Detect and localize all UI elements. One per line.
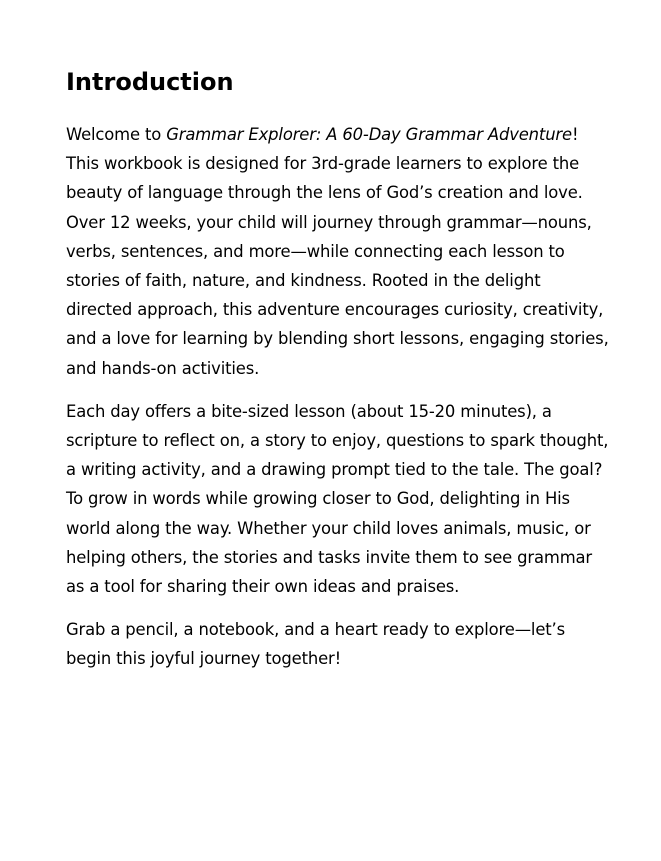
paragraph-1-body: ! This workbook is designed for 3rd-grade learners to explore the beauty of language through the lens of God’s creation and love. Over 12 weeks, your child will journey through grammar—nouns, verbs, sentences, and more—while connecting each lesson to stories of faith, nature, and kindness. Rooted in the delight directed approach, this adventure encourages curiosity, creativity, and a love for learning by blending short lessons, engaging stories, and hands-on activities.: [66, 125, 609, 378]
book-title: Grammar Explorer: A 60-Day Grammar Adventure: [166, 125, 572, 144]
paragraph-1-lead: Welcome to: [66, 125, 167, 144]
intro-paragraph-3: Grab a pencil, a notebook, and a heart ready to explore—let’s begin this joyful journey together!: [66, 620, 565, 669]
intro-paragraph-1: [66, 120, 611, 383]
intro-paragraph-2: Each day offers a bite-sized lesson (about 15-20 minutes), a scripture to reflect on, a story to enjoy, questions to spark thought, a writing activity, and a drawing prompt tied to the tale. The goal? To grow in words while growing closer to God, delighting in His world along the way. Whether your child loves animals, music, or helping others, the stories and tasks invite them to see grammar as a tool for sharing their own ideas and praises.: [66, 401, 609, 597]
page-title: Introduction: [66, 68, 234, 96]
document-page: [66, 64, 611, 688]
